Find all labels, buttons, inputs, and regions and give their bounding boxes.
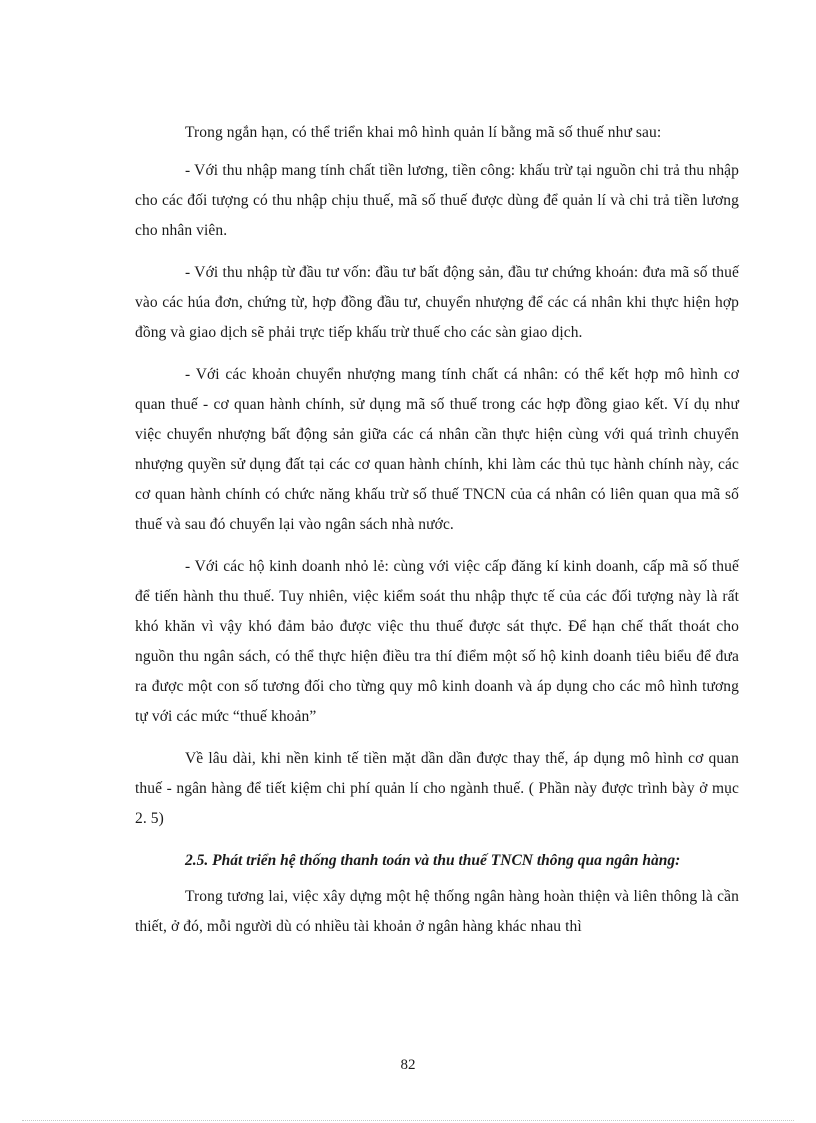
- intro-paragraph: Trong ngắn hạn, có thể triển khai mô hình quản lí bằng mã số thuế như sau:: [185, 124, 662, 141]
- page-content: [135, 118, 739, 954]
- page-number: 82: [400, 1057, 416, 1073]
- section-heading: 2.5. Phát triển hệ thống thanh toán và thu thuế TNCN thông qua ngân hàng:: [185, 852, 681, 869]
- closing-paragraph: Trong tương lai, việc xây dựng một hệ thống ngân hàng hoàn thiện và liên thông là cần thiết, ở đó, mỗi người dù có nhiều tài khoản ở ngân hàng khác nhau thì: [135, 888, 739, 935]
- bullet-salary-income: - Với thu nhập mang tính chất tiền lương, tiền công: khấu trừ tại nguồn chi trả thu nhập cho các đối tượng có thu nhập chịu thuế, mã số thuế được dùng để quản lí và chi trả tiền lương cho nhân viên.: [135, 162, 739, 239]
- page-bottom-border: [22, 1120, 794, 1121]
- long-term-paragraph: Về lâu dài, khi nền kinh tế tiền mặt dần dần được thay thế, áp dụng mô hình cơ quan thuế - ngân hàng để tiết kiệm chi phí quản lí cho ngành thuế. ( Phần này được trình bày ở mục 2. 5): [135, 750, 739, 827]
- bullet-personal-transfers: - Với các khoản chuyển nhượng mang tính chất cá nhân: có thể kết hợp mô hình cơ quan thuế - cơ quan hành chính, sử dụng mã số thuế trong các hợp đồng giao kết. Ví dụ như việc chuyển nhượng bất động sản giữa các cá nhân cần thực hiện cùng với quá trình chuyển nhượng quyền sử dụng đất tại các cơ quan hành chính, khi làm các thủ tục hành chính này, các cơ quan hành chính có chức năng khấu trừ số thuế TNCN của cá nhân có liên quan qua mã số thuế và sau đó chuyển lại vào ngân sách nhà nước.: [135, 366, 739, 533]
- bullet-investment-income: - Với thu nhập từ đầu tư vốn: đầu tư bất động sản, đầu tư chứng khoán: đưa mã số thuế vào các húa đơn, chứng từ, hợp đồng đầu tư, chuyển nhượng để các cá nhân khi thực hiện hợp đồng và giao dịch sẽ phải trực tiếp khấu trừ thuế cho các sàn giao dịch.: [135, 264, 739, 341]
- bullet-small-business: - Với các hộ kinh doanh nhỏ lẻ: cùng với việc cấp đăng kí kinh doanh, cấp mã số thuế để tiến hành thu thuế. Tuy nhiên, việc kiểm soát thu nhập thực tế của các đối tượng này là rất khó khăn vì vậy khó đảm bảo được việc thu thuế được sát thực. Để hạn chế thất thoát cho nguồn thu ngân sách, có thể thực hiện điều tra thí điểm một số hộ kinh doanh tiêu biểu để đưa ra được một con số tương đối cho từng quy mô kinh doanh và áp dụng cho các mô hình tương tự với các mức “thuế khoản”: [135, 558, 739, 725]
